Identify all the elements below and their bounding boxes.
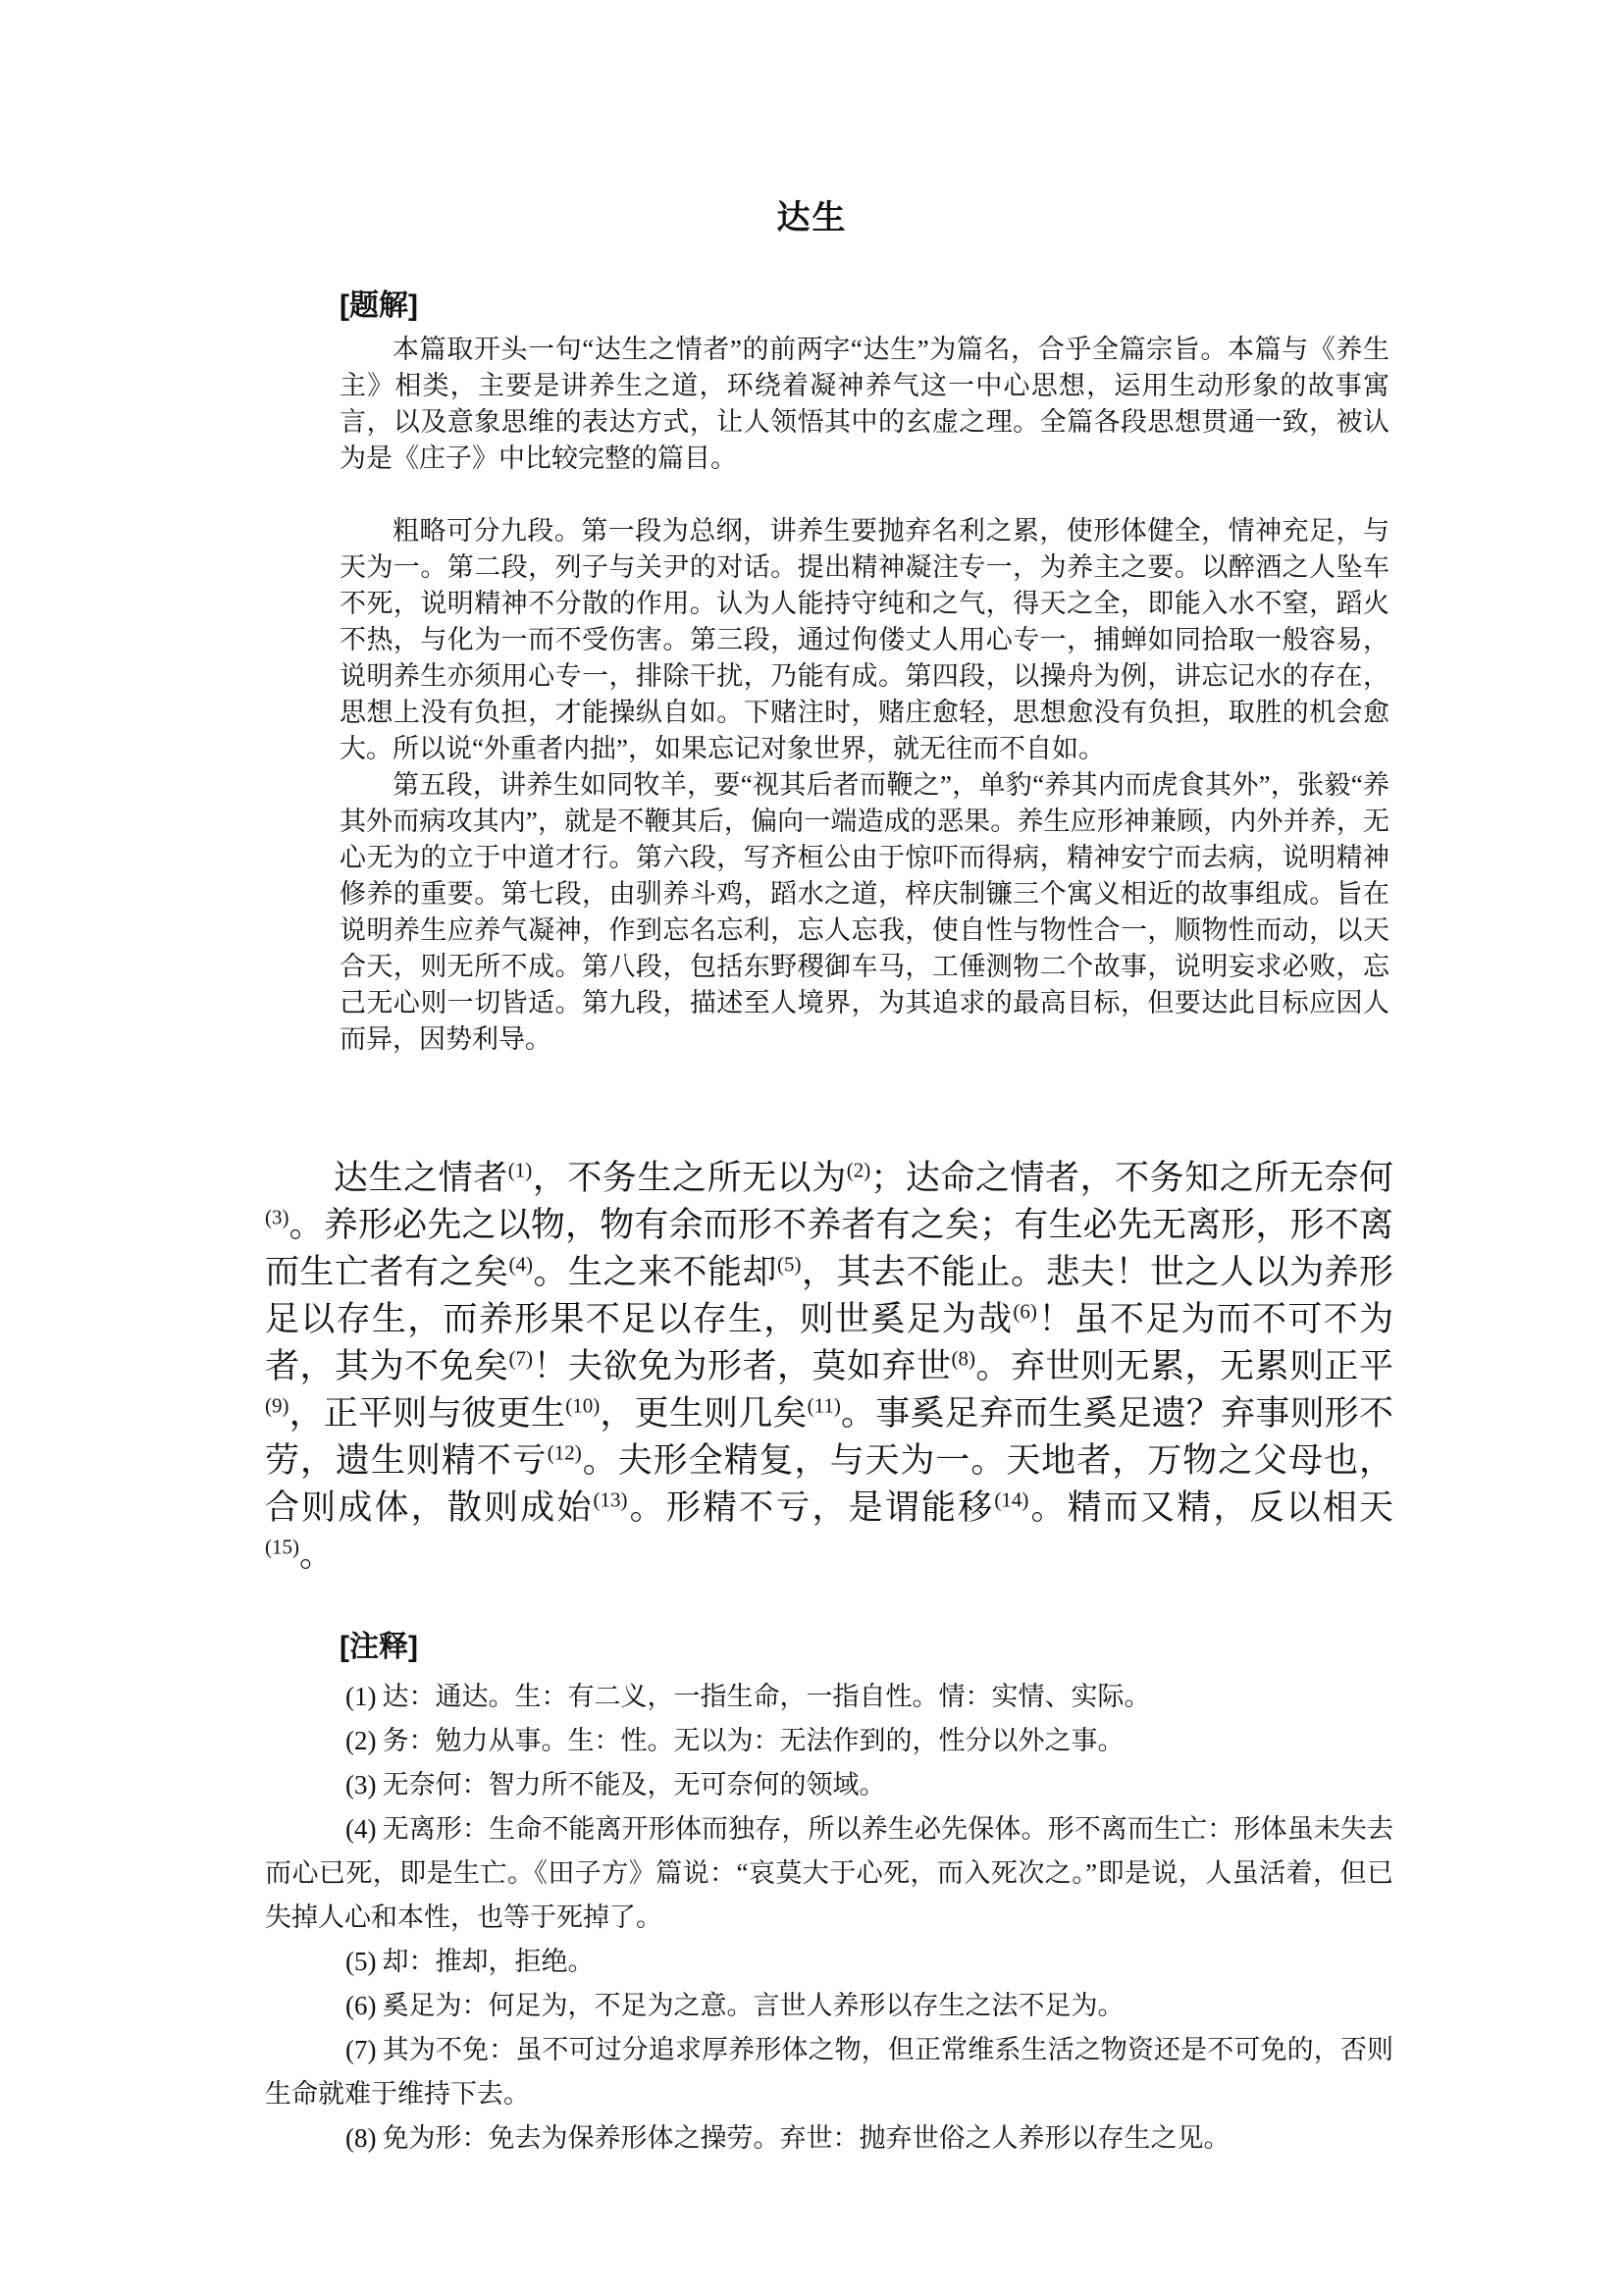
tijie-paragraph: 粗略可分九段。第一段为总纲，讲养生要抛弃名利之累，使形体健全，情神充足，与天为一。第二段，列子与关尹的对话。提出精神凝注专一，为养主之要。以醉酒之人坠车不死，说明精神不分散的作用。认为人能持守纯和之气，得天之全，即能入水不窒，蹈火不热，与化为一而不受伤害。第三段，通过佝偻丈人用心专一，捕蝉如同拾取一般容易，说明养生亦须用心专一，排除干扰，乃能有成。第四段，以操舟为例，讲忘记水的存在，思想上没有负担，才能操纵自如。下赌注时，赌庄愈轻，思想愈没有负担，取胜的机会愈大。所以说“外重者内拙”，如果忘记对象世界，就无往而不自如。 [340,516,1389,763]
note-ref-superscript: (9) [265,1393,289,1418]
note-item [265,1719,1393,1763]
passage-text: 。弃世则无累，无累则正平 [974,1347,1393,1385]
note-ref-superscript: (15) [265,1535,299,1559]
note-number: (3) [345,1770,377,1799]
main-passage [265,1155,1393,1579]
passage-text: 。事奚足弃而生奚足遗？弃事则形不劳，遗生则精不亏 [265,1394,1393,1480]
passage-text: 。精而又精，反以相天 [1028,1488,1393,1527]
note-text: 达：通达。生：有二义，一指生命，一指自性。情：实情、实际。 [382,1682,1151,1711]
note-number: (8) [345,2123,377,2153]
note-ref-superscript: (7) [508,1346,533,1371]
passage-text: ，更生则几矣 [600,1394,808,1433]
note-text: 无奈何：智力所不能及，无可奈何的领域。 [382,1770,886,1799]
note-number: (6) [345,1991,377,2020]
note-ref-superscript: (11) [807,1393,841,1418]
note-text: 其为不免：虽不可过分追求厚养形体之物，但正常维系生活之物资还是不可免的，否则生命就难于维持下去。 [265,2035,1393,2109]
passage-text: ！夫欲免为形者，莫如弃世 [533,1347,952,1385]
note-ref-superscript: (5) [777,1252,802,1277]
note-ref-superscript: (1) [507,1158,533,1182]
note-ref-superscript: (13) [593,1487,628,1512]
note-item [265,1675,1393,1719]
passage-text: ！虽不足为而不可不为者，其为不免矣 [265,1300,1393,1385]
page-title: 达生 [776,199,848,236]
note-ref-superscript: (14) [994,1487,1029,1512]
tijie-paragraphs [340,332,1389,1058]
passage-text: 。形精不亏，是谓能移 [627,1488,995,1527]
note-item [265,1984,1393,2028]
note-item [265,2028,1393,2116]
note-number: (2) [345,1726,377,1755]
notes-list [265,1675,1393,2161]
note-ref-superscript: (6) [1013,1299,1037,1324]
note-number: (4) [345,1814,377,1844]
note-text: 却：推却，拒绝。 [382,1947,595,1976]
tijie-paragraph: 本篇取开头一句“达生之情者”的前两字“达生”为篇名，合乎全篇宗旨。本篇与《养生主》相类，主要是讲养生之道，环绕着凝神养气这一中心思想，运用生动形象的故事寓言，以及意象思维的表达方式，让人领悟其中的玄虚之理。全篇各段思想贯通一致，被认为是《庄子》中比较完整的篇目。 [340,335,1389,473]
note-ref-superscript: (2) [846,1158,871,1182]
passage-text: ；达命之情者，不务知之所无奈何 [870,1159,1393,1197]
note-item [265,1763,1393,1807]
note-item [265,1940,1393,1984]
zhushi-header: [注释] [340,1631,418,1663]
passage-text: ，其去不能止。悲夫！世之人以为养形足以存生，而养形果不足以存生，则世奚足为哉 [265,1253,1393,1338]
note-ref-superscript: (3) [265,1205,289,1229]
section-zhushi [0,1630,1624,2161]
note-ref-superscript: (12) [547,1440,582,1465]
passage-text: 。养形必先之以物，物有余而形不养者有之矣；有生必先无离形，形不离而生亡者有之矣 [265,1206,1393,1291]
passage-text: ，不务生之所无以为 [532,1159,847,1197]
note-number: (1) [345,1682,377,1711]
passage-text: ，正平则与彼更生 [288,1394,566,1433]
note-ref-superscript: (10) [565,1393,601,1418]
note-text: 无离形：生命不能离开形体而独存，所以养生必先保体。形不离而生亡：形体虽未失去而心已死，即是生亡。《田子方》篇说：“哀莫大于心死，而入死次之。”即是说，人虽活着，但已失掉人心和本性，也等于死掉了。 [265,1814,1393,1932]
note-text: 奚足为：何足为，不足为之意。言世人养形以存生之法不足为。 [382,1991,1125,2020]
note-item [265,2116,1393,2161]
tijie-header: [题解] [340,289,418,322]
note-item [265,1807,1393,1940]
note-number: (7) [345,2035,377,2064]
note-text: 免为形：免去为保养形体之操劳。弃世：抛弃世俗之人养形以存生之见。 [382,2123,1231,2153]
section-tijie [0,288,1624,1058]
passage-text: 。生之来不能却 [533,1253,777,1291]
note-ref-superscript: (8) [951,1346,975,1371]
passage-text: 。夫形全精复，与天为一。天地者，万物之父母也，合则成体，散则成始 [265,1441,1393,1527]
tijie-paragraph: 第五段，讲养生如同牧羊，要“视其后者而鞭之”，单豹“养其内而虎食其外”，张毅“养其外而病攻其内”，就是不鞭其后，偏向一端造成的恶果。养生应形神兼顾，内外并养，无心无为的立于中道才行。第六段，写齐桓公由于惊吓而得病，精神安宁而去病，说明精神修养的重要。第七段，由驯养斗鸡，蹈水之道，梓庆制镰三个寓义相近的故事组成。旨在说明养生应养气凝神，作到忘名忘利，忘人忘我，使自性与物性合一，顺物性而动，以天合天，则无所不成。第八段，包括东野稷御车马，工倕测物二个故事，说明妄求必败，忘己无心则一切皆适。第九段，描述至人境界，为其追求的最高目标，但要达此目标应因人而异，因势利导。 [340,770,1389,1054]
passage-text: 。 [299,1536,335,1574]
passage-text: 达生之情者 [334,1159,508,1197]
note-ref-superscript: (4) [508,1252,533,1277]
note-number: (5) [345,1947,377,1976]
note-text: 务：勉力从事。生：性。无以为：无法作到的，性分以外之事。 [382,1726,1125,1755]
